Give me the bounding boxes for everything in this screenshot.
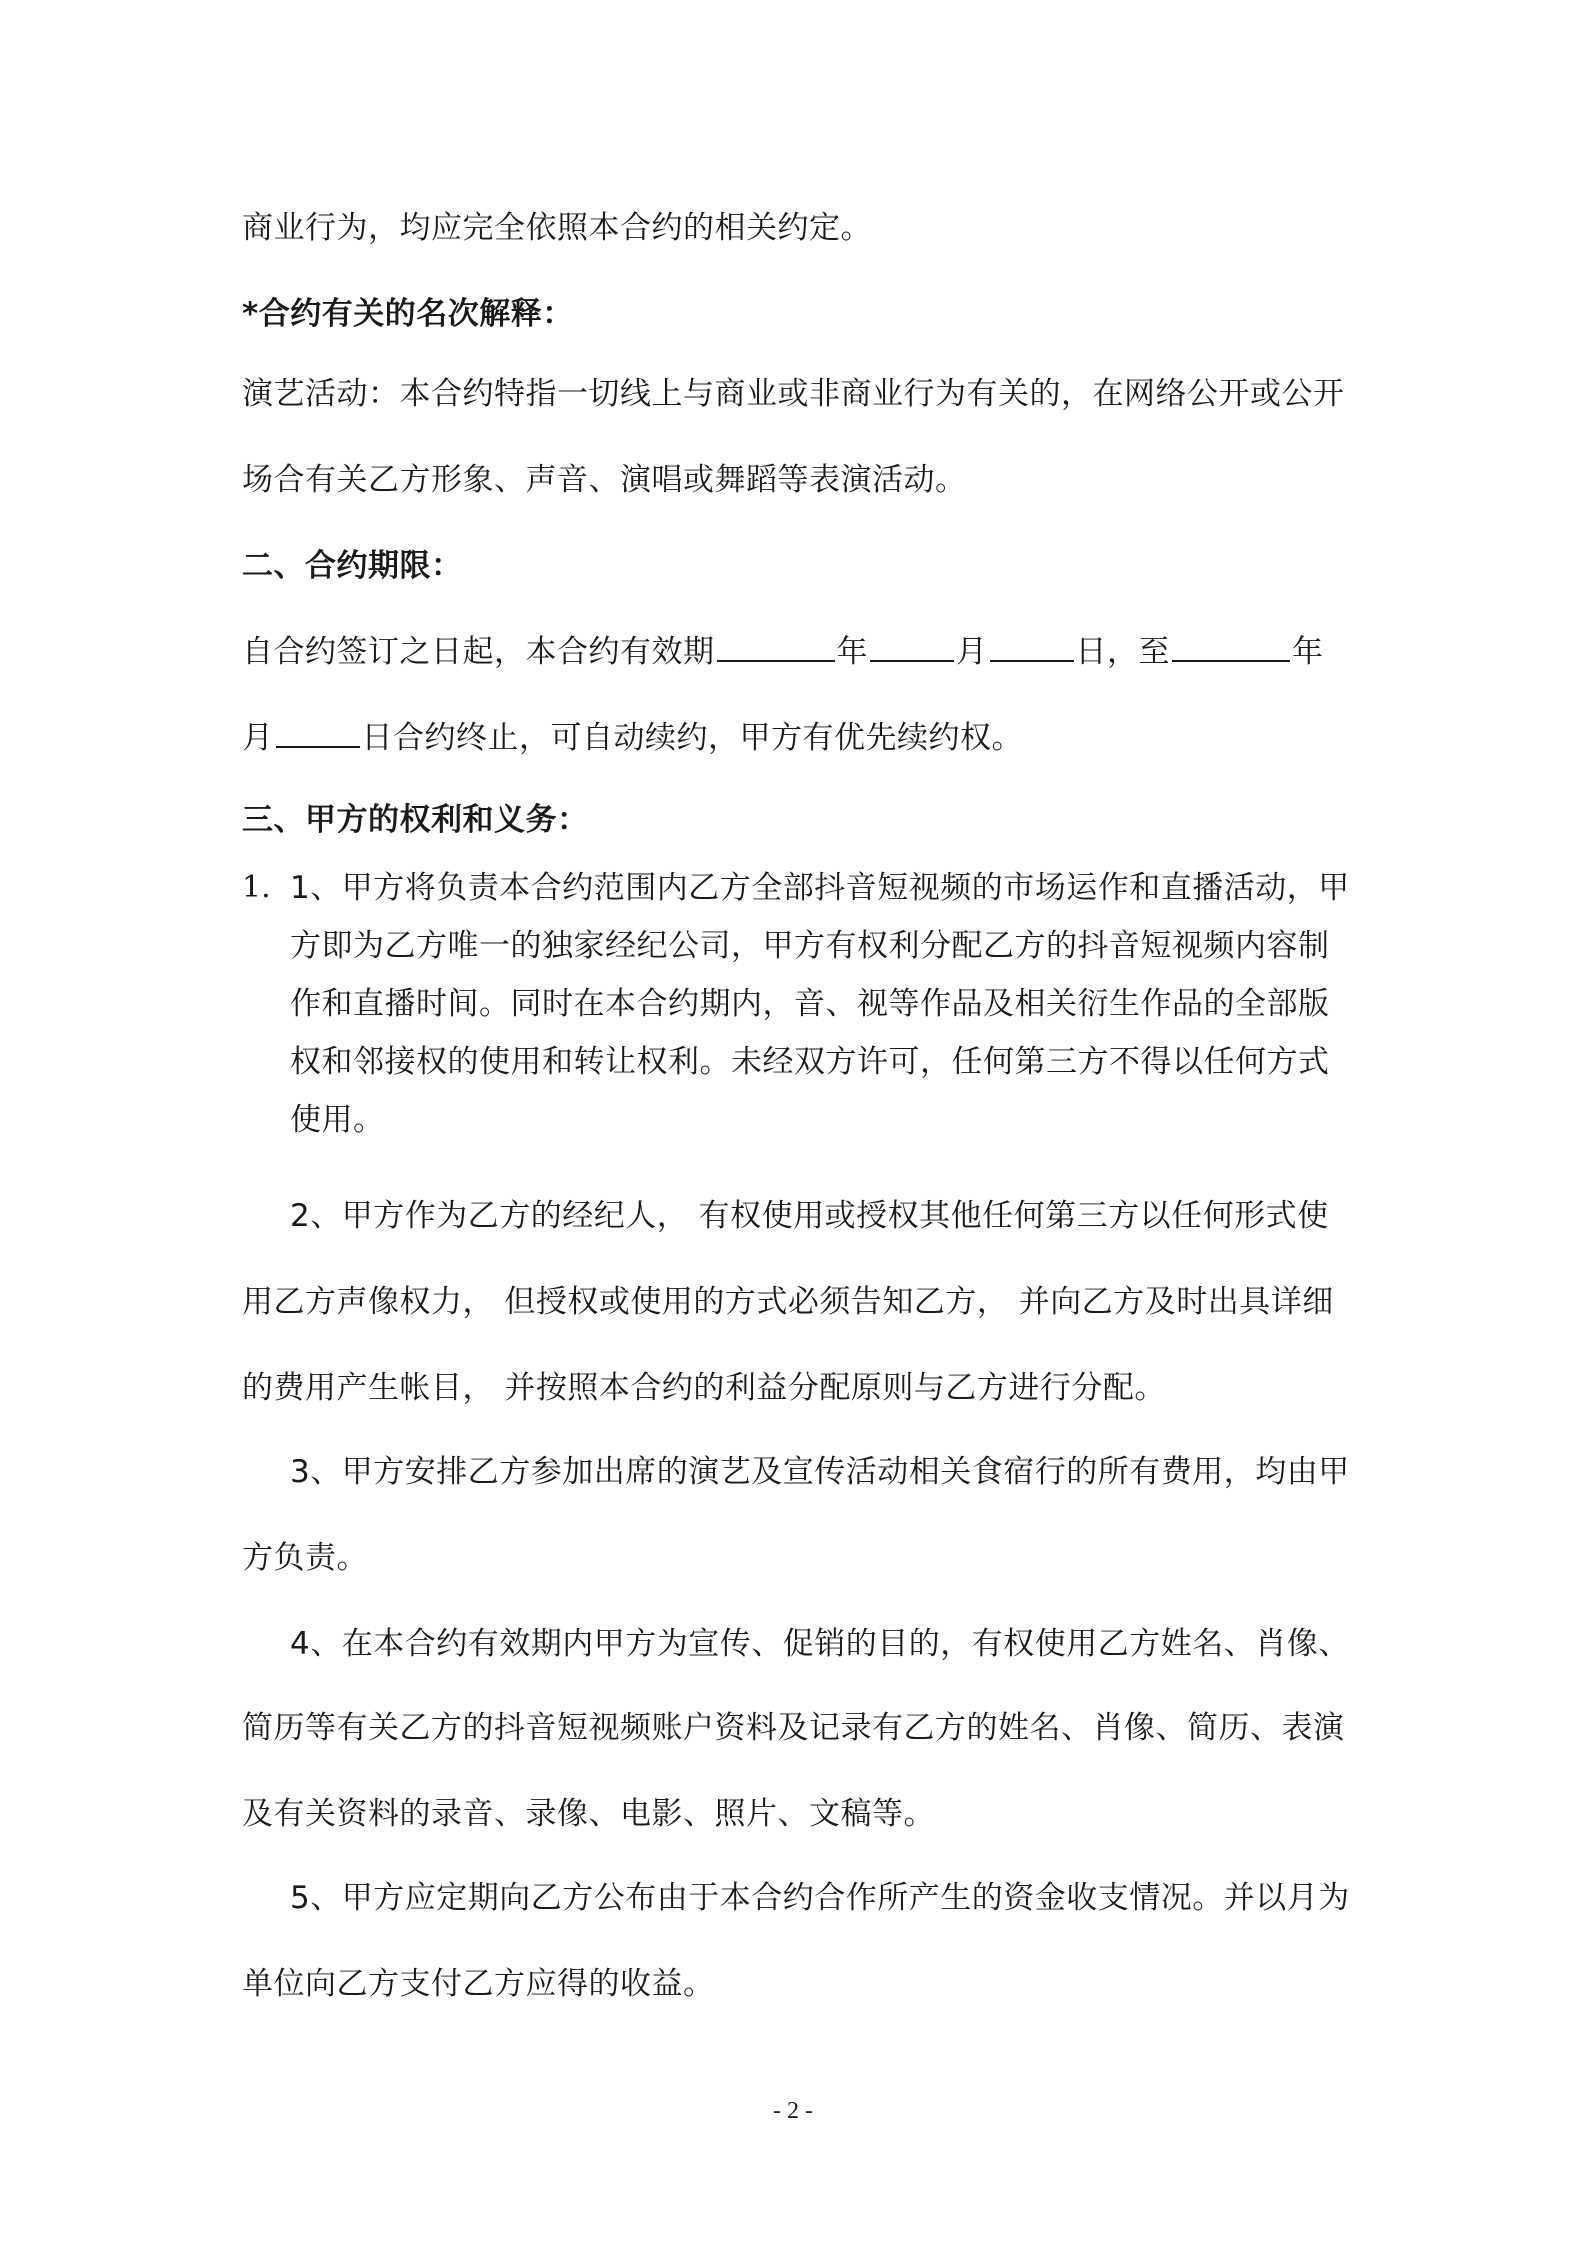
month-label: 月 bbox=[956, 634, 988, 670]
day-blank bbox=[276, 716, 360, 748]
paragraph-line: 简历等有关乙方的抖音短视频账户资料及记录有乙方的姓名、肖像、简历、表演 bbox=[242, 1710, 1345, 1746]
section-heading-term: 二、合约期限： bbox=[242, 548, 463, 584]
year-label: 年 bbox=[836, 634, 868, 670]
year-label: 年 bbox=[1292, 634, 1324, 670]
year-blank bbox=[1172, 630, 1290, 662]
term-prefix: 自合约签订之日起，本合约有效期 bbox=[242, 634, 715, 670]
paragraph-line: 演艺活动：本合约特指一切线上与商业或非商业行为有关的，在网络公开或公开 bbox=[242, 376, 1345, 412]
term-line-1 bbox=[242, 630, 1324, 672]
day-label: 日，至 bbox=[1075, 634, 1170, 670]
term-line-2 bbox=[242, 716, 1023, 758]
paragraph-line: 单位向乙方支付乙方应得的收益。 bbox=[242, 1966, 715, 2002]
paragraph-line: 的费用产生帐目， 并按照本合约的利益分配原则与乙方进行分配。 bbox=[242, 1370, 1166, 1406]
month-blank bbox=[870, 630, 954, 662]
definitions-heading: *合约有关的名次解释： bbox=[242, 296, 574, 332]
list-item-line: 作和直播时间。同时在本合约期内，音、视等作品及相关衍生作品的全部版 bbox=[290, 986, 1330, 1022]
list-item-line: 1、甲方将负责本合约范围内乙方全部抖音短视频的市场运作和直播活动，甲 bbox=[290, 870, 1350, 906]
list-number: 1. bbox=[242, 870, 271, 905]
paragraph-line: 2、甲方作为乙方的经纪人， 有权使用或授权其他任何第三方以任何形式使 bbox=[290, 1198, 1329, 1234]
list-item-line: 使用。 bbox=[290, 1102, 385, 1138]
paragraph-line: 方负责。 bbox=[242, 1540, 368, 1576]
term-suffix: 日合约终止，可自动续约，甲方有优先续约权。 bbox=[361, 720, 1023, 756]
paragraph-line: 商业行为，均应完全依照本合约的相关约定。 bbox=[242, 210, 872, 246]
section-heading-rights: 三、甲方的权利和义务： bbox=[242, 802, 589, 838]
list-item-line: 权和邻接权的使用和转让权利。未经双方许可，任何第三方不得以任何方式 bbox=[290, 1044, 1330, 1080]
page-number: - 2 - bbox=[773, 2098, 813, 2124]
paragraph-line: 场合有关乙方形象、声音、演唱或舞蹈等表演活动。 bbox=[242, 462, 967, 498]
paragraph-line: 3、甲方安排乙方参加出席的演艺及宣传活动相关食宿行的所有费用，均由甲 bbox=[290, 1454, 1350, 1490]
list-item-line: 方即为乙方唯一的独家经纪公司，甲方有权利分配乙方的抖音短视频内容制 bbox=[290, 928, 1330, 964]
month-label: 月 bbox=[242, 720, 274, 756]
day-blank bbox=[990, 630, 1074, 662]
paragraph-line: 及有关资料的录音、录像、电影、照片、文稿等。 bbox=[242, 1796, 935, 1832]
year-blank bbox=[717, 630, 835, 662]
paragraph-line: 5、甲方应定期向乙方公布由于本合约合作所产生的资金收支情况。并以月为 bbox=[290, 1880, 1350, 1916]
paragraph-line: 4、在本合约有效期内甲方为宣传、促销的目的，有权使用乙方姓名、肖像、 bbox=[290, 1626, 1350, 1662]
paragraph-line: 用乙方声像权力， 但授权或使用的方式必须告知乙方， 并向乙方及时出具详细 bbox=[242, 1284, 1334, 1320]
